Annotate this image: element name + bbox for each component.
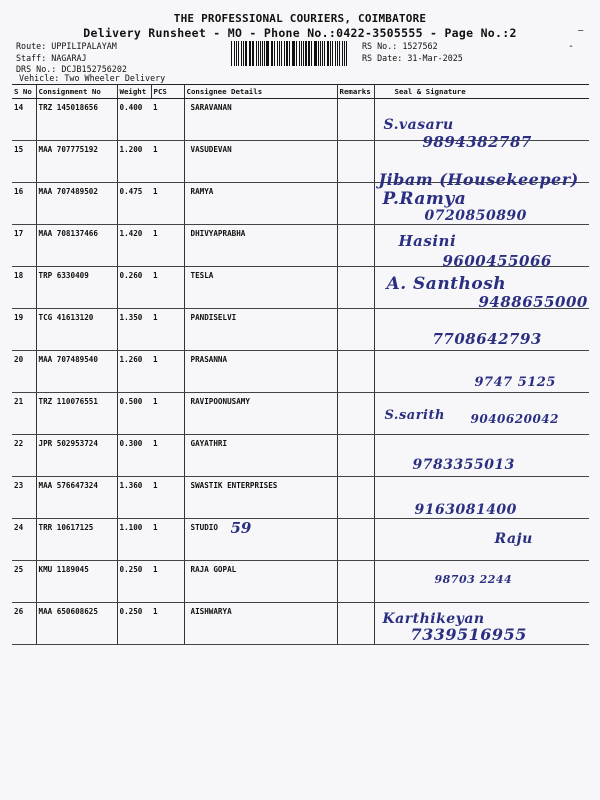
row-signature-cell bbox=[374, 351, 589, 393]
barcode-bar bbox=[234, 41, 235, 66]
signature-phone-handwriting: 9747 5125 bbox=[474, 375, 556, 390]
row-consignment: TRZ 110076551 bbox=[36, 393, 117, 435]
barcode-bar bbox=[320, 41, 321, 66]
table-header-row bbox=[12, 85, 589, 99]
row-pcs: 1 bbox=[151, 435, 184, 477]
row-pcs: 1 bbox=[151, 99, 184, 141]
barcode-bar bbox=[256, 41, 257, 66]
row-sno: 18 bbox=[12, 267, 36, 309]
barcode-bar bbox=[318, 41, 319, 66]
barcode-bar bbox=[286, 41, 288, 66]
row-consignment: MAA 708137466 bbox=[36, 225, 117, 267]
barcode-bar bbox=[236, 41, 237, 66]
table-row bbox=[12, 309, 589, 351]
col-pcs: PCS bbox=[151, 85, 184, 99]
row-pcs: 1 bbox=[151, 141, 184, 183]
row-sno: 26 bbox=[12, 603, 36, 645]
vehicle-line: Vehicle: Two Wheeler Delivery bbox=[19, 73, 166, 83]
barcode-bar bbox=[337, 41, 338, 66]
studio-handwritten-note: 59 bbox=[230, 519, 252, 537]
barcode-bar bbox=[252, 41, 253, 66]
row-remarks bbox=[337, 141, 374, 183]
row-consignee: PANDISELVI bbox=[184, 309, 337, 351]
signature-handwriting: Hasini bbox=[398, 232, 457, 250]
barcode-bar bbox=[327, 41, 329, 66]
row-remarks bbox=[337, 99, 374, 141]
col-signature: Seal & Signature bbox=[374, 85, 589, 99]
barcode-bar bbox=[249, 41, 250, 66]
table-row bbox=[12, 393, 589, 435]
row-consignee: SWASTIK ENTERPRISES bbox=[184, 477, 337, 519]
row-remarks bbox=[337, 183, 374, 225]
row-consignment: TCG 41613120 bbox=[36, 309, 117, 351]
row-pcs: 1 bbox=[151, 267, 184, 309]
row-consignment: MAA 576647324 bbox=[36, 477, 117, 519]
row-weight: 0.250 bbox=[117, 561, 151, 603]
route-line: Route: UPPILIPALAYAM bbox=[16, 41, 117, 51]
row-weight: 0.260 bbox=[117, 267, 151, 309]
row-consignee: VASUDEVAN bbox=[184, 141, 337, 183]
delivery-table-container bbox=[12, 84, 589, 645]
table-row bbox=[12, 561, 589, 603]
barcode-bar bbox=[241, 41, 242, 66]
row-weight: 1.360 bbox=[117, 477, 151, 519]
signature-phone-handwriting: 9163081400 bbox=[414, 502, 517, 518]
barcode-bar bbox=[335, 41, 336, 66]
barcode-bar bbox=[260, 41, 261, 66]
barcode-bar bbox=[303, 41, 304, 66]
row-pcs: 1 bbox=[151, 351, 184, 393]
margin-dash: - bbox=[568, 41, 575, 52]
row-remarks bbox=[337, 603, 374, 645]
barcode-bar bbox=[292, 41, 293, 66]
table-row bbox=[12, 603, 589, 645]
barcode-bar bbox=[332, 41, 333, 66]
barcode-bar bbox=[271, 41, 272, 66]
barcode-bar bbox=[264, 41, 265, 66]
row-signature-cell bbox=[374, 393, 589, 435]
barcode-bar bbox=[279, 41, 280, 66]
row-remarks bbox=[337, 309, 374, 351]
row-pcs: 1 bbox=[151, 477, 184, 519]
barcode-bar bbox=[250, 41, 251, 66]
row-remarks bbox=[337, 435, 374, 477]
row-pcs: 1 bbox=[151, 225, 184, 267]
barcode-bar bbox=[324, 41, 325, 66]
row-sno: 19 bbox=[12, 309, 36, 351]
row-signature-cell bbox=[374, 99, 589, 151]
barcode-bar bbox=[315, 41, 316, 66]
signature-phone-handwriting: 7708642793 bbox=[432, 330, 542, 348]
row-consignment: TRP 6330409 bbox=[36, 267, 117, 309]
rs-no-line: RS No.: 1527562 bbox=[362, 41, 438, 51]
row-sno: 25 bbox=[12, 561, 36, 603]
table-row bbox=[12, 267, 589, 309]
row-signature-cell bbox=[374, 477, 589, 519]
staff-line: Staff: NAGARAJ bbox=[16, 52, 87, 63]
row-sno: 17 bbox=[12, 225, 36, 267]
row-consignment: MAA 707489502 bbox=[36, 183, 117, 225]
barcode-bar bbox=[311, 41, 312, 66]
row-consignee: RAVIPOONUSAMY bbox=[184, 393, 337, 435]
row-signature-cell bbox=[374, 603, 589, 645]
drs-line: DRS No.: DCJB152756202 bbox=[16, 64, 127, 74]
row-consignee: TESLA bbox=[184, 267, 337, 309]
row-consignee: RAMYA bbox=[184, 183, 337, 225]
row-consignment: MAA 650608625 bbox=[36, 603, 117, 645]
row-remarks bbox=[337, 519, 374, 561]
barcode-bar bbox=[346, 41, 347, 66]
signature-handwriting: S.vasaru bbox=[383, 117, 454, 133]
row-pcs: 1 bbox=[151, 519, 184, 561]
signature-handwriting: S.sarith bbox=[384, 408, 445, 423]
row-weight: 0.250 bbox=[117, 603, 151, 645]
row-weight: 1.350 bbox=[117, 309, 151, 351]
barcode-bar bbox=[289, 41, 290, 66]
barcode-bar bbox=[296, 41, 297, 66]
barcode-bar bbox=[274, 41, 275, 66]
row-weight: 0.500 bbox=[117, 393, 151, 435]
table-row bbox=[12, 225, 589, 267]
row-weight: 1.420 bbox=[117, 225, 151, 267]
row-sno: 14 bbox=[12, 99, 36, 141]
row-pcs: 1 bbox=[151, 309, 184, 351]
row-consignment: MAA 707775192 bbox=[36, 141, 117, 183]
barcode-bar bbox=[322, 41, 323, 66]
signature-handwriting: A. Santhosh bbox=[386, 274, 507, 294]
signature-phone-handwriting: 9600455066 bbox=[442, 252, 552, 270]
signature-phone-handwriting: 9894382787 bbox=[422, 133, 532, 151]
row-consignment: JPR 502953724 bbox=[36, 435, 117, 477]
barcode-bar bbox=[299, 41, 300, 66]
table-row bbox=[12, 519, 589, 561]
row-weight: 1.260 bbox=[117, 351, 151, 393]
delivery-table bbox=[12, 84, 589, 645]
row-weight: 0.475 bbox=[117, 183, 151, 225]
barcode-bar bbox=[238, 41, 239, 66]
row-consignee: GAYATHRI bbox=[184, 435, 337, 477]
header-left-meta bbox=[16, 41, 127, 76]
row-signature-cell bbox=[374, 519, 589, 561]
signature-phone-handwriting: 0720850890 bbox=[424, 208, 527, 224]
barcode-bar bbox=[277, 41, 278, 66]
row-pcs: 1 bbox=[151, 561, 184, 603]
col-weight: Weight bbox=[117, 85, 151, 99]
signature-phone-handwriting: 9040620042 bbox=[470, 412, 559, 426]
barcode-bar bbox=[272, 41, 273, 66]
barcode-bar bbox=[262, 41, 263, 66]
row-consignment: KMU 1189045 bbox=[36, 561, 117, 603]
row-consignee: RAJA GOPAL bbox=[184, 561, 337, 603]
barcode-bar bbox=[342, 41, 343, 66]
row-remarks bbox=[337, 393, 374, 435]
row-consignee: DHIVYAPRABHA bbox=[184, 225, 337, 267]
barcode-bar bbox=[231, 41, 232, 66]
row-remarks bbox=[337, 477, 374, 519]
row-sno: 16 bbox=[12, 183, 36, 225]
signature-phone-handwriting: 9783355013 bbox=[412, 457, 515, 473]
row-signature-cell bbox=[374, 141, 589, 189]
barcode-bar bbox=[266, 41, 268, 66]
company-name: THE PROFESSIONAL COURIERS, COIMBATORE bbox=[173, 12, 427, 25]
row-weight: 0.300 bbox=[117, 435, 151, 477]
signature-phone-handwriting: 9488655000 bbox=[478, 293, 588, 311]
barcode-bar bbox=[308, 41, 309, 66]
table-row bbox=[12, 477, 589, 519]
row-sno: 15 bbox=[12, 141, 36, 183]
signature-phone-handwriting: 98703 2244 bbox=[434, 573, 513, 586]
table-row bbox=[12, 435, 589, 477]
row-consignee: PRASANNA bbox=[184, 351, 337, 393]
barcode-bar bbox=[344, 41, 345, 66]
signature-phone-handwriting: Jibam (Housekeeper) bbox=[378, 170, 579, 189]
signature-phone-handwriting: Raju bbox=[494, 531, 533, 547]
row-remarks bbox=[337, 351, 374, 393]
row-remarks bbox=[337, 561, 374, 603]
header-right-meta bbox=[362, 41, 463, 64]
barcode-bar bbox=[301, 41, 302, 66]
row-sno: 24 bbox=[12, 519, 36, 561]
col-consignment: Consignment No bbox=[36, 85, 117, 99]
table-row bbox=[12, 141, 589, 183]
barcode-bar bbox=[305, 41, 307, 66]
signature-handwriting: P.Ramya bbox=[382, 189, 467, 209]
barcode-bar bbox=[330, 41, 331, 66]
row-pcs: 1 bbox=[151, 603, 184, 645]
row-sno: 22 bbox=[12, 435, 36, 477]
row-remarks bbox=[337, 225, 374, 267]
row-signature-cell bbox=[374, 435, 589, 477]
row-consignment: MAA 707489540 bbox=[36, 351, 117, 393]
table-row bbox=[12, 99, 589, 141]
row-sno: 20 bbox=[12, 351, 36, 393]
row-consignment: TRR 10617125 bbox=[36, 519, 117, 561]
rs-date-line: RS Date: 31-Mar-2025 bbox=[362, 52, 463, 63]
barcode-bar bbox=[281, 41, 282, 66]
barcode-bar bbox=[258, 41, 259, 66]
row-signature-cell bbox=[374, 225, 589, 270]
barcode-bar bbox=[284, 41, 285, 66]
corner-mark: — bbox=[578, 26, 584, 36]
runsheet-title: Delivery Runsheet - MO - Phone No.:0422-3505555 - Page No.:2 bbox=[83, 26, 517, 40]
barcode-bar bbox=[245, 41, 247, 66]
barcode bbox=[231, 41, 349, 66]
row-remarks bbox=[337, 267, 374, 309]
signature-phone-handwriting: 7339516955 bbox=[410, 625, 527, 644]
row-consignee: SARAVANAN bbox=[184, 99, 337, 141]
barcode-bar bbox=[293, 41, 294, 66]
row-sno: 21 bbox=[12, 393, 36, 435]
row-consignee: AISHWARYA bbox=[184, 603, 337, 645]
row-weight: 0.400 bbox=[117, 99, 151, 141]
signature-handwriting: Karthikeyan bbox=[382, 611, 485, 627]
barcode-bar bbox=[314, 41, 315, 66]
row-weight: 1.100 bbox=[117, 519, 151, 561]
row-pcs: 1 bbox=[151, 183, 184, 225]
table-row bbox=[12, 183, 589, 225]
row-signature-cell bbox=[374, 183, 589, 225]
table-row bbox=[12, 351, 589, 393]
row-pcs: 1 bbox=[151, 393, 184, 435]
row-weight: 1.200 bbox=[117, 141, 151, 183]
col-sno: S No bbox=[12, 85, 36, 99]
row-sno: 23 bbox=[12, 477, 36, 519]
row-signature-cell bbox=[374, 267, 589, 309]
row-signature-cell bbox=[374, 309, 589, 351]
barcode-bar bbox=[339, 41, 340, 66]
barcode-bar bbox=[243, 41, 244, 66]
row-consignment: TRZ 145018656 bbox=[36, 99, 117, 141]
row-signature-cell bbox=[374, 561, 589, 603]
row-consignee: STUDIO 59 bbox=[184, 519, 337, 561]
col-remarks: Remarks bbox=[337, 85, 374, 99]
col-consignee: Consignee Details bbox=[184, 85, 337, 99]
